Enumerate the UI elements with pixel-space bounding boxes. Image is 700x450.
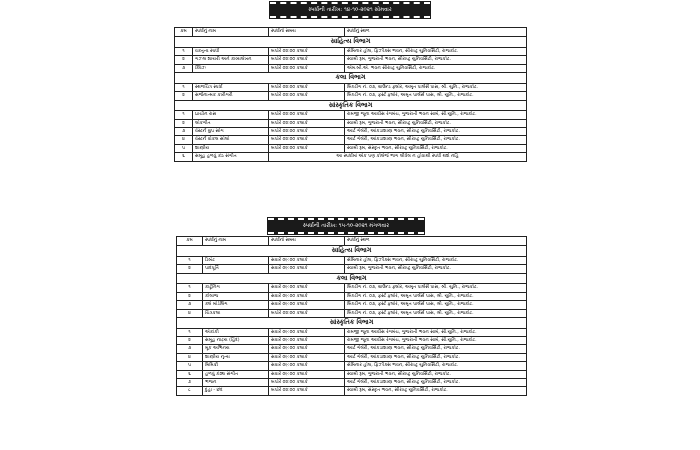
- row-number: ૧: [175, 111, 193, 119]
- competition-name: સમૂહ હળવું કંઠ સંગીત: [193, 153, 269, 161]
- header-venue: સ્પર્ધાનું સ્થળ: [345, 28, 527, 37]
- section-title: સાંસ્કૃતિક વિભાગ: [177, 318, 527, 329]
- table-header-row: [175, 28, 527, 37]
- header-time: સ્પર્ધાનો સમય: [269, 28, 345, 37]
- competition-time: બપોરે ૦૨:૦૦ કલાકે: [269, 119, 345, 127]
- competition-name: વેસ્ટર્ન ગ્રુપ સોંગ: [193, 128, 269, 136]
- day2-schedule-table: [176, 236, 527, 396]
- competition-name: કાર્ટૂનિંગ: [203, 284, 269, 292]
- competition-name: ક્લે મોડેલિંગ: [203, 301, 269, 309]
- competition-time: સવારે ૦૯:૦૦ કલાકે: [269, 353, 345, 361]
- competition-name: વક્તૃત્વ સ્પર્ધા: [193, 47, 269, 55]
- competition-name: દુહા - છંદ: [203, 387, 269, 395]
- competition-time: સવારે ૦૯:૦૦ કલાકે: [269, 301, 345, 309]
- header-no: ક્રમ: [177, 237, 203, 246]
- competition-venue: આર્ટ ગેલેરી, આંકડાશાસ્ત્ર ભવન, સૌરાષ્ટ્ર યુનિવર્સિટી, રાજકોટ.: [345, 136, 527, 144]
- day1-date-banner: સ્પર્ધાની તારીખ: ૧૪-૧૦-૨૦૨૧ સોમવાર: [270, 2, 430, 18]
- table-row: [175, 144, 527, 152]
- table-row: [175, 111, 527, 119]
- competition-time: બપોરે ૦૨:૦૦ કલાકે: [269, 47, 345, 55]
- competition-name: ક્વિઝ: [193, 64, 269, 72]
- row-number: ૫: [175, 144, 193, 152]
- row-number: ૧: [177, 256, 203, 264]
- competition-time: બપોરે ૦૨:૦૦ કલાકે: [269, 136, 345, 144]
- row-number: ૨: [175, 119, 193, 127]
- competition-time: બપોરે ૦૨:૦૦ કલાકે: [269, 379, 345, 387]
- row-number: ૪: [177, 353, 203, 361]
- competition-name: સમૂહ નાટ્ય (હિંદ): [203, 337, 269, 345]
- competition-venue: બિલ્ડીંગ નં. ૦૩, ફર્સ્ટ ફ્લોર, અમૃત પાર્લર્સ પાસ, શ્રી. યુનિ., રાજકોટ.: [345, 301, 527, 309]
- table-row: [175, 128, 527, 136]
- section-header-row: [177, 273, 527, 284]
- row-number: ૧: [177, 284, 203, 292]
- competition-time: સવારે ૦૯:૦૦ કલાકે: [269, 284, 345, 292]
- row-number: ૨: [177, 292, 203, 300]
- competition-venue: બિલ્ડીંગ નં. ૦૩, ફર્સ્ટ ફ્લોર, અમૃત પાર્લર્સ પાસ, શ્રી. યુનિ., રાજકોટ.: [345, 92, 527, 100]
- day1-schedule-table: [174, 27, 527, 162]
- table-row: [175, 83, 527, 91]
- competition-time: બપોરે ૦૨:૦૦ કલાકે: [269, 56, 345, 64]
- header-no: ક્રમ: [175, 28, 193, 37]
- competition-name: શાસ્ત્રીય: [193, 144, 269, 152]
- header-venue: સ્પર્ધાનું સ્થળ: [345, 237, 527, 246]
- competition-venue: સ્વામી રૂમ, સંસ્કૃત ભવન, સૌરાષ્ટ્ર યુનિવર્સિટી, રાજકોટ.: [345, 387, 527, 395]
- header-name: સ્પર્ધાનું નામ: [203, 237, 269, 246]
- row-number: ૪: [175, 136, 193, 144]
- competition-time: બપોરે ૦૨:૦૦ કલાકે: [269, 111, 345, 119]
- competition-venue: સ્વામી રૂમ, ગુજરાતી ભવન, સૌરાષ્ટ્ર યુનિવર્સિટી, રાજકોટ.: [345, 265, 527, 273]
- table-row: [177, 301, 527, 309]
- table-row: [177, 256, 527, 264]
- table-row: [175, 136, 527, 144]
- competition-venue: રામજી જૂના આવીસ રંગમંચ, ગુજરાતી ભવન સામે, સૌ.યુનિ., રાજકોટ.: [345, 337, 527, 345]
- row-number: ૩: [175, 64, 193, 72]
- table-row: [177, 387, 527, 395]
- competition-name: એકાંકી: [203, 328, 269, 336]
- competition-name: ગઝલ શાયરી અને કાવ્યલેખન: [193, 56, 269, 64]
- competition-name: પાદપૂર્તિ: [203, 265, 269, 273]
- section-title: સાંસ્કૃતિક વિભાગ: [175, 100, 527, 111]
- competition-name: કોલાજ: [203, 292, 269, 300]
- competition-venue: રામજી જૂના આવીસ રંગમંચ, ગુજરાતી ભવન સામે, સૌ.યુનિ., રાજકોટ.: [345, 328, 527, 336]
- row-number: ૨: [177, 337, 203, 345]
- competition-time: બપોરે ૦૨:૦૦ કલાકે: [269, 387, 345, 395]
- section-header-row: [175, 37, 527, 48]
- section-title: સાહિત્ય વિભાગ: [175, 37, 527, 48]
- competition-time: બપોરે ૦૨:૦૦ કલાકે: [269, 92, 345, 100]
- row-number: ૫: [177, 362, 203, 370]
- table-row: [177, 292, 527, 300]
- row-number: ૧: [177, 328, 203, 336]
- competition-time: બપોરે ૦૨:૦૦ કલાકે: [269, 64, 345, 72]
- competition-time: સવારે ૦૯:૦૦ કલાકે: [269, 362, 345, 370]
- competition-time: સવારે ૦૯:૦૦ કલાકે: [269, 292, 345, 300]
- table-row: [175, 92, 527, 100]
- competition-time: બપોરે ૦૨:૦૦ કલાકે: [269, 83, 345, 91]
- row-number: ૩: [175, 128, 193, 136]
- competition-venue: સેમિનાર હોલ, ફિઝીક્સ ભવન, સૌરાષ્ટ્ર યુનિવર્સિટી, રાજકોટ.: [345, 362, 527, 370]
- competition-venue: આર્ટ ગેલેરી, આંકડાશાસ્ત્ર ભવન, સૌરાષ્ટ્ર યુનિવર્સિટી, રાજકોટ.: [345, 128, 527, 136]
- section-title: કલા વિભાગ: [175, 73, 527, 84]
- competition-venue: સ્વામી રૂમ, ગુજરાતી ભવન, સૌરાષ્ટ્ર યુનિવર્સિટી, રાજકોટ.: [345, 370, 527, 378]
- row-number: ૬: [175, 153, 193, 161]
- table-row: [175, 56, 527, 64]
- competition-venue: રામજી જૂના આવીસ રંગમંચ, ગુજરાતી ભવન સામે, સૌ.યુનિ., રાજકોટ.: [345, 111, 527, 119]
- competition-venue: સેમિનાર હોલ, ફિઝીક્સ ભવન, સૌરાષ્ટ્ર યુનિવર્સિટી, રાજકોટ.: [345, 47, 527, 55]
- competition-name: ભજન: [203, 379, 269, 387]
- competition-name: હળવું કંઠ્ય સંગીત: [203, 370, 269, 378]
- row-number: ૩: [177, 345, 203, 353]
- competition-name: ચિત્રકલા: [203, 309, 269, 317]
- table-row: [175, 64, 527, 72]
- competition-time: સવારે ૦૯:૦૦ કલાકે: [269, 345, 345, 353]
- row-number: ૭: [177, 379, 203, 387]
- competition-time: સવારે ૦૯:૦૦ કલાકે: [269, 337, 345, 345]
- table-row: [177, 337, 527, 345]
- competition-venue: સ્વામી રૂમ, ગુજરાતી ભવન, સૌરાષ્ટ્ર યુનિવર્સિટી, રાજકોટ.: [345, 119, 527, 127]
- competition-name: લોકગીત: [193, 119, 269, 127]
- table-row: [177, 284, 527, 292]
- table-row: [177, 353, 527, 361]
- competition-venue: સેમિનાર હોલ, ફિઝીક્સ ભવન, સૌરાષ્ટ્ર યુનિવર્સિટી, રાજકોટ.: [345, 256, 527, 264]
- competition-venue: આર્ટ ગેલેરી, આંકડાશાસ્ત્ર ભવન, સૌરાષ્ટ્ર યુનિવર્સિટી, રાજકોટ.: [345, 379, 527, 387]
- competition-venue: બિલ્ડીંગ નં. ૦૩, ગ્રાઉન્ડ ફ્લોર, અમૃત પાર્લર્સ પાસ, શ્રી. યુનિ., રાજકોટ.: [345, 83, 527, 91]
- day2-date-banner: સ્પર્ધાની તારીખ: ૧૫-૧૦-૨૦૨૧ મંગળવાર: [268, 218, 424, 234]
- competition-venue: સ્વામી રૂમ, સંસ્કૃત ભવન, સૌરાષ્ટ્ર યુનિવર્સિટી, રાજકોટ.: [345, 144, 527, 152]
- row-number: ૩: [177, 301, 203, 309]
- competition-time: બપોરે ૦૨:૦૦ કલાકે: [269, 128, 345, 136]
- competition-name: શાસ્ત્રીય નૃત્ય: [203, 353, 269, 361]
- table-row: [177, 328, 527, 336]
- row-number: ૬: [177, 370, 203, 378]
- competition-venue: આર્ટ ગેલેરી, આંકડાશાસ્ત્ર ભવન, સૌરાષ્ટ્ર યુનિવર્સિટી, રાજકોટ.: [345, 345, 527, 353]
- competition-time: સવારે ૦૯:૦૦ કલાકે: [269, 328, 345, 336]
- table-row: [175, 119, 527, 127]
- competition-venue: સ્વામી રૂમ, ગુજરાતી ભવન, સૌરાષ્ટ્ર યુનિવર્સિટી, રાજકોટ.: [345, 56, 527, 64]
- section-title: કલા વિભાગ: [177, 273, 527, 284]
- competition-venue: આર્ટ ગેલેરી, આંકડાશાસ્ત્ર ભવન, સૌરાષ્ટ્ર યુનિવર્સિટી, રાજકોટ.: [345, 353, 527, 361]
- competition-name: મિમિક્રી: [203, 362, 269, 370]
- table-row: [177, 362, 527, 370]
- row-number: ૧: [175, 83, 193, 91]
- competition-time: બપોરે ૦૨:૦૦ કલાકે: [269, 309, 345, 317]
- section-header-row: [177, 318, 527, 329]
- header-name: સ્પર્ધાનું નામ: [193, 28, 269, 37]
- section-title: સાહિત્ય વિભાગ: [177, 246, 527, 257]
- competition-name: વેસ્ટર્ન વોકલ સોલો: [193, 136, 269, 144]
- competition-time: સવારે ૦૯:૦૦ કલાકે: [269, 265, 345, 273]
- notice-text: આ સ્પર્ધામાં એક પણ કોલેજે ભાગ લીધેલ ન હોવાથી સ્પર્ધા થશે નહિ: [269, 153, 527, 161]
- table-row: [177, 309, 527, 317]
- row-number: ૨: [175, 56, 193, 64]
- table-row: [175, 153, 527, 161]
- competition-name: પ્રાચીન રાસ: [193, 111, 269, 119]
- competition-name: મૂક અભિનય: [203, 345, 269, 353]
- row-number: ૨: [177, 265, 203, 273]
- competition-venue: બિલ્ડીંગ નં. ૦૩, ફર્સ્ટ ફ્લોર, અમૃત પાર્લર્સ પાસ, શ્રી. યુનિ., રાજકોટ.: [345, 292, 527, 300]
- competition-time: સવારે ૦૯:૦૦ કલાકે: [269, 370, 345, 378]
- table-row: [177, 265, 527, 273]
- section-header-row: [177, 246, 527, 257]
- section-header-row: [175, 73, 527, 84]
- table-header-row: [177, 237, 527, 246]
- row-number: ૨: [175, 92, 193, 100]
- table-row: [177, 379, 527, 387]
- competition-venue: બિલ્ડીંગ નં. ૦૩, ફર્સ્ટ ફ્લોર, અમૃત પાર્લર્સ પાસ, શ્રી. યુનિ., રાજકોટ.: [345, 309, 527, 317]
- row-number: ૧: [175, 47, 193, 55]
- section-header-row: [175, 100, 527, 111]
- competition-venue: એમ.બી.એ. ભવન સૌરાષ્ટ્ર યુનિવર્સિટી, રાજકોટ.: [345, 64, 527, 72]
- schedule-page: [172, 0, 528, 450]
- competition-venue: બિલ્ડીંગ નં. ૦૩, ગ્રાઉન્ડ ફ્લોર, અમૃત પાર્લર્સ પાસ, શ્રી. યુનિ., રાજકોટ.: [345, 284, 527, 292]
- table-row: [175, 47, 527, 55]
- table-row: [177, 370, 527, 378]
- header-time: સ્પર્ધાનો સમય: [269, 237, 345, 246]
- competition-name: સર્જનાત્મક કારીગરી: [193, 92, 269, 100]
- row-number: ૮: [177, 387, 203, 395]
- competition-time: સવારે ૦૯:૦૦ કલાકે: [269, 256, 345, 264]
- competition-name: ડિબેટ: [203, 256, 269, 264]
- row-number: ૪: [177, 309, 203, 317]
- table-row: [177, 345, 527, 353]
- competition-time: બપોરે ૦૨:૦૦ કલાકે: [269, 144, 345, 152]
- competition-name: સ્થળચિત્ર સ્પર્ધા: [193, 83, 269, 91]
